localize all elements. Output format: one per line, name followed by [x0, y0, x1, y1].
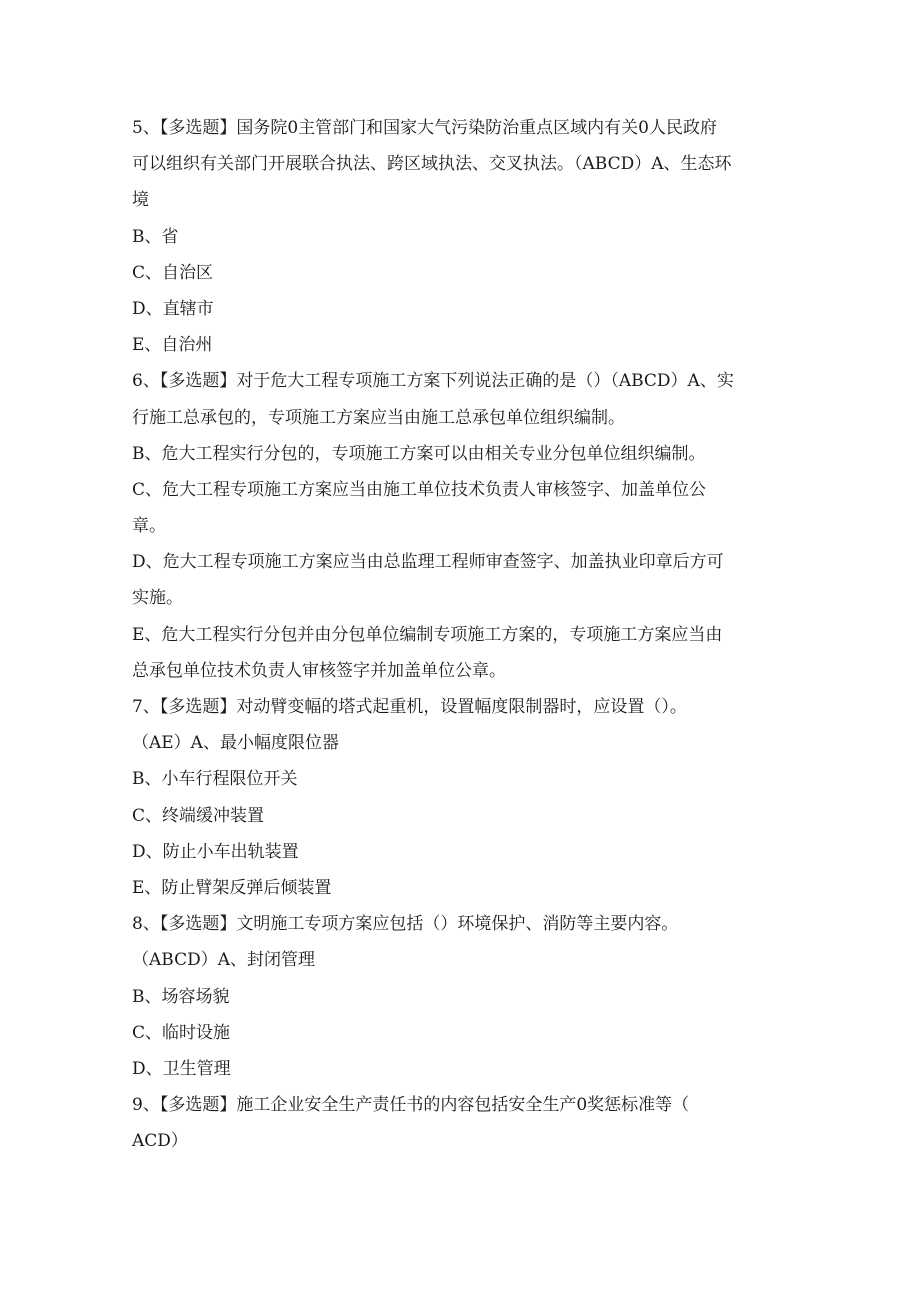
q6-option-c-2: 章。 — [132, 516, 166, 537]
q5-line-2: 可以组织有关部门开展联合执法、跨区域执法、交叉执法。（ABCD）A、生态环 — [132, 154, 732, 175]
q7-line-2: （AE）A、最小幅度限位器 — [132, 733, 339, 754]
q6-option-d-2: 实施。 — [132, 588, 183, 609]
q6-line-1: 6、【多选题】对于危大工程专项施工方案下列说法正确的是（）（ABCD）A、实 — [132, 371, 734, 392]
q7-option-c: C、终端缓冲装置 — [132, 805, 265, 826]
q5-option-e: E、自治州 — [132, 335, 213, 356]
document-body — [132, 110, 792, 1159]
q6-option-e-1: E、危大工程实行分包并由分包单位编制专项施工方案的，专项施工方案应当由 — [132, 624, 723, 645]
q7-option-e: E、防止臂架反弹后倾装置 — [132, 877, 332, 898]
q6-option-b: B、危大工程实行分包的，专项施工方案可以由相关专业分包单位组织编制。 — [132, 443, 706, 464]
q5-line-1: 5、【多选题】国务院0主管部门和国家大气污染防治重点区域内有关0人民政府 — [132, 118, 717, 138]
q7-line-1: 7、【多选题】对动臂变幅的塔式起重机，设置幅度限制器时，应设置（）。 — [132, 697, 687, 717]
q5-option-c: C、自治区 — [132, 262, 214, 283]
q9-line-1: 9、【多选题】施工企业安全生产责任书的内容包括安全生产0奖惩标准等（ — [132, 1095, 690, 1116]
q8-line-1: 8、【多选题】文明施工专项方案应包括（）环境保护、消防等主要内容。 — [132, 914, 679, 935]
q6-option-c-1: C、危大工程专项施工方案应当由施工单位技术负责人审核签字、加盖单位公 — [132, 479, 707, 500]
q8-option-c: C、临时设施 — [132, 1022, 231, 1043]
q8-option-b: B、场容场貌 — [132, 986, 230, 1007]
q5-option-d: D、直辖市 — [132, 298, 214, 319]
q6-option-d-1: D、危大工程专项施工方案应当由总监理工程师审查签字、加盖执业印章后方可 — [132, 552, 724, 573]
q8-option-d: D、卫生管理 — [132, 1058, 231, 1079]
q6-option-e-2: 总承包单位技术负责人审核签字并加盖单位公章。 — [132, 660, 506, 681]
q8-line-2: （ABCD）A、封闭管理 — [132, 950, 315, 971]
q5-option-b: B、省 — [132, 226, 179, 247]
q7-option-b: B、小车行程限位开关 — [132, 769, 298, 790]
q9-line-2: ACD） — [132, 1131, 188, 1152]
q7-option-d: D、防止小车出轨装置 — [132, 841, 299, 862]
q5-line-3: 境 — [132, 190, 149, 211]
q6-line-2: 行施工总承包的，专项施工方案应当由施工总承包单位组织编制。 — [132, 407, 625, 428]
